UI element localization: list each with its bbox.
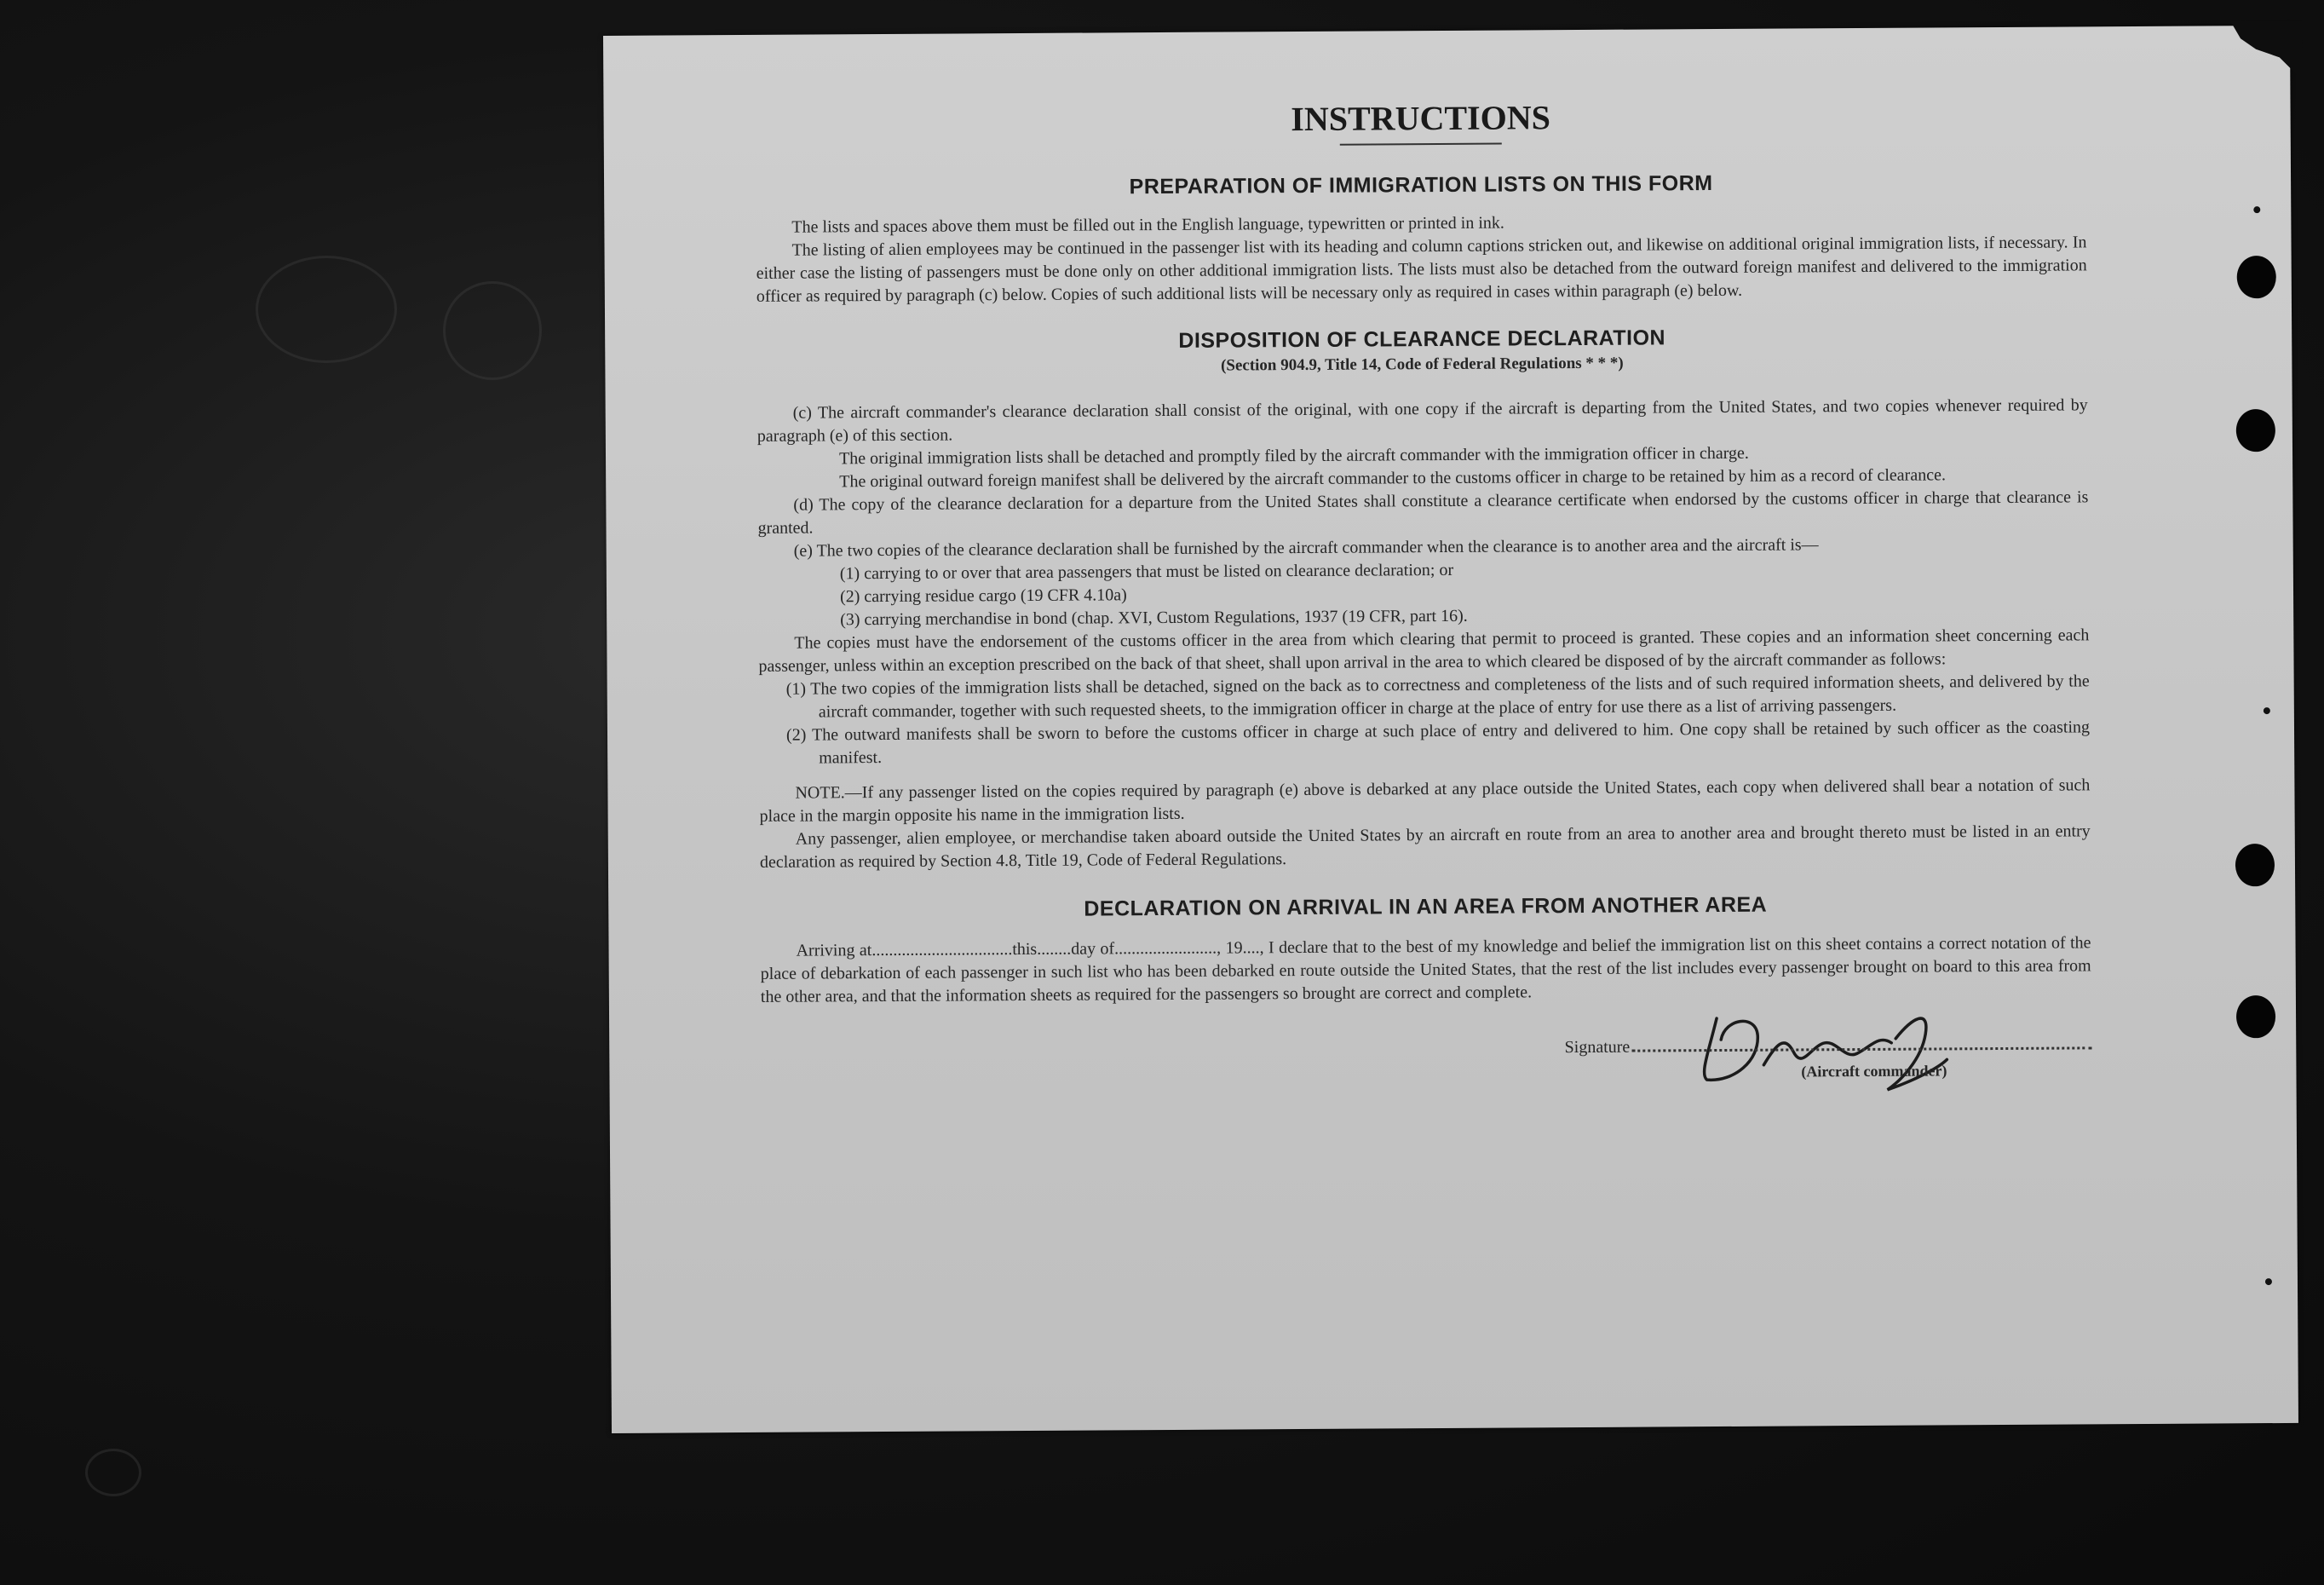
punch-hole <box>2236 409 2275 452</box>
paragraph-d: (d) The copy of the clearance declaration for a departure from the United States shall constitute a clearance certificate when endorsed by the customs officer in charge that clearance is granted. <box>757 487 2089 538</box>
edge-mark <box>2265 1278 2272 1285</box>
paragraph-c-original-lists: The original immigration lists shall be detached and promptly filed by the aircraft commander with the immigration officer in charge. <box>838 443 1749 469</box>
edge-mark <box>2264 707 2270 714</box>
signature-block <box>761 1024 2091 1092</box>
any-passenger-paragraph: Any passenger, alien employee, or merchandise taken aboard outside the United States by an aircraft en route from an area to another area and brought thereto must be listed in an entry declaration as required by Section 4.8, Title 19, Code of Federal Regulations. <box>759 821 2091 872</box>
paragraph-c-original-manifest: The original outward foreign manifest shall be delivered by the aircraft commander to the customs officer in charge to be retained by him as a record of clearance. <box>839 465 1946 492</box>
disposition-heading: DISPOSITION OF CLEARANCE DECLARATION <box>1178 326 1666 353</box>
disposition-subheading: (Section 904.9, Title 14, Code of Federal Regulations * * *) <box>1220 354 1624 375</box>
scan-smudge <box>85 1449 141 1496</box>
punch-hole <box>2235 844 2275 886</box>
punch-hole <box>2236 995 2275 1038</box>
arrival-heading: DECLARATION ON ARRIVAL IN AN AREA FROM ANOTHER AREA <box>1084 892 1768 921</box>
paragraph-e: (e) The two copies of the clearance declaration shall be furnished by the aircraft commander when the clearance is to another area and the aircraft is— <box>793 535 1819 561</box>
paragraph-e-item-1: (1) carrying to or over that area passengers that must be listed on clearance declaration; or <box>839 560 1454 584</box>
title-underline <box>1340 143 1502 146</box>
signature-dotted-line <box>1631 1046 2091 1052</box>
preparation-section <box>756 208 2087 308</box>
paragraph-e-item-2: (2) carrying residue cargo (19 CFR 4.10a) <box>839 585 1127 607</box>
paragraph-c: (c) The aircraft commander's clearance declaration shall consist of the original, with one copy if the aircraft is departing from the United States, and two copies whenever required by paragraph (e) of this section. <box>756 395 2088 446</box>
scan-smudge <box>443 281 542 380</box>
punch-hole <box>2237 256 2276 298</box>
signature-line <box>1565 1033 2092 1059</box>
disposal-item-1: (1) The two copies of the immigration lists shall be detached, signed on the back as to correctness and completeness of the lists and of such required information sheets, and delivered by the aircraft commander, together with such requested sheets, to the immigration officer in charge at the place of entry for use there as a list of arriving passengers. <box>785 671 2090 722</box>
torn-corner <box>2200 20 2302 81</box>
preparation-paragraph-1: The lists and spaces above them must be filled out in the English language, typewritten or printed in ink. <box>791 213 1504 237</box>
paragraph-copies: The copies must have the endorsement of the customs officer in the area from which clearing that permit to proceed is granted. These copies and an information sheet concerning each passenger, unless within an exception prescribed on the back of that sheet, shall upon arrival in the area to which cleared be disposed of by the aircraft commander as follows: <box>758 625 2090 676</box>
form-sheet <box>603 26 2298 1433</box>
preparation-paragraph-2: The listing of alien employees may be continued in the passenger list with its heading and column captions stricken out, and likewise on additional original immigration lists, if necessary. In either case the listing of passengers must be done only on other additional immigration lists. The lists must also be detached from the outward foreign manifest and delivered to the immigration officer as required by paragraph (c) below. Copies of such additional lists will be necessary only as required in cases within paragraph (e) below. <box>756 233 2087 306</box>
paragraph-e-item-3: (3) carrying merchandise in bond (chap. XVI, Custom Regulations, 1937 (19 CFR, part 16). <box>840 606 1468 630</box>
arrival-section <box>760 931 2091 1009</box>
instructions-content <box>755 95 2091 1092</box>
signature-caption: (Aircraft commander) <box>1801 1062 1947 1081</box>
note-paragraph: NOTE.—If any passenger listed on the copies required by paragraph (e) above is debarked at any place outside the United States, each copy when delivered shall bear a notation of such place in the margin opposite his name in the immigration lists. <box>759 775 2091 826</box>
signature-label: Signature <box>1564 1037 1631 1058</box>
arrival-declaration: Arriving at.................................this........day of........................, 19...., I declare that to the best of my knowledge and belief the immigration list on this sheet contains a correct notation of the place of debarkation of each passenger in such list who has been debarked en route outside the United States, that the rest of the list includes every passenger brought on board to this area from the other area, and that the information sheets as required for the passengers so brought are correct and complete. <box>760 933 2091 1006</box>
scan-smudge <box>256 256 397 363</box>
page-title: INSTRUCTIONS <box>1291 98 1551 139</box>
edge-mark <box>2253 206 2260 213</box>
disposal-item-2: (2) The outward manifests shall be sworn to before the customs officer in charge at such place of entry and delivered to him. One copy shall be retained by such officer as the coasting manifest. <box>785 718 2091 768</box>
preparation-heading: PREPARATION OF IMMIGRATION LISTS ON THIS FORM <box>1129 171 1713 199</box>
disposition-section <box>757 394 2091 874</box>
